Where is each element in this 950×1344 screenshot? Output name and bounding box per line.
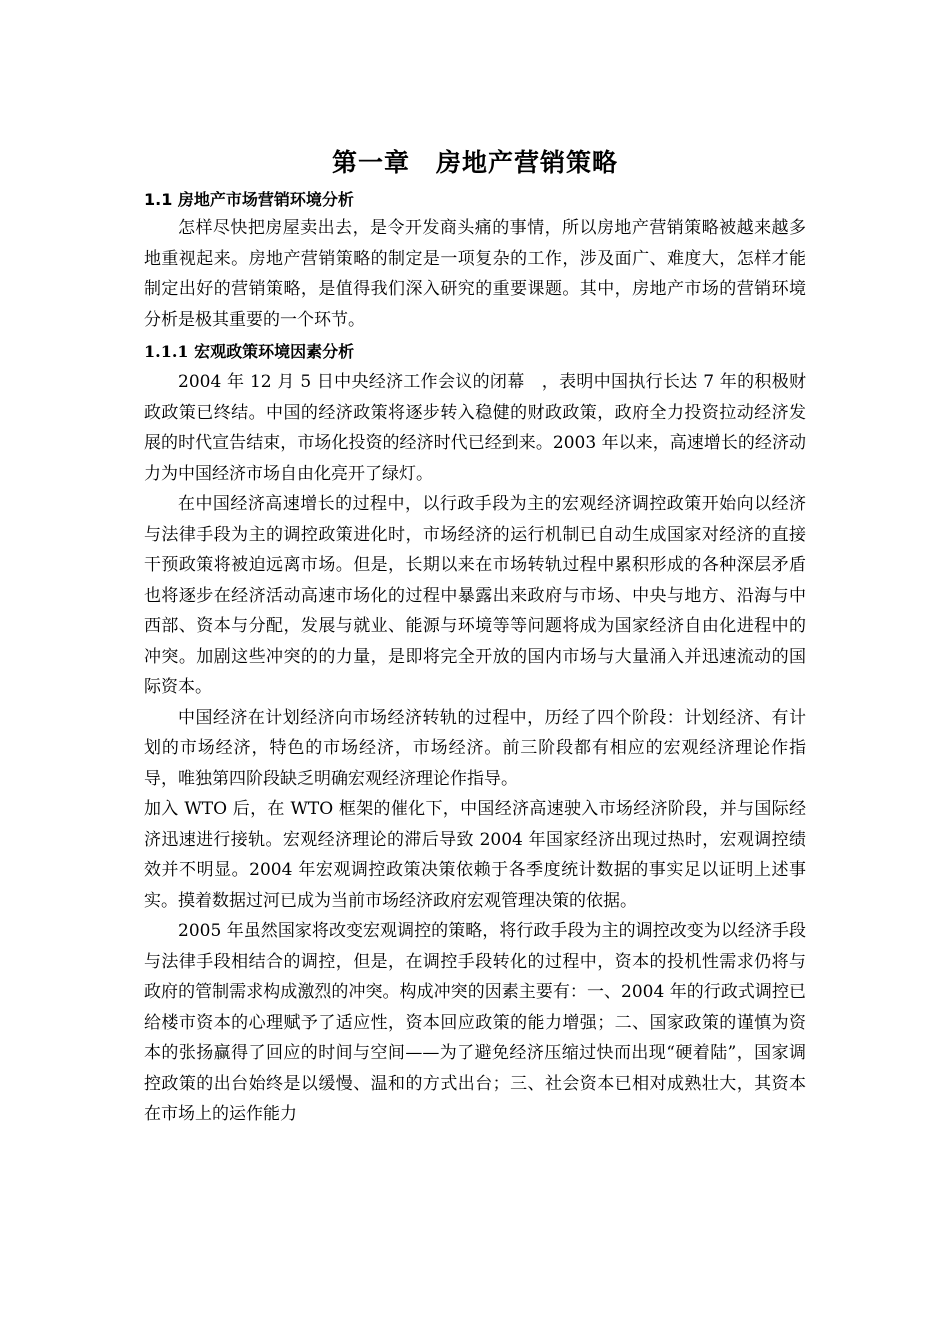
paragraph: 加入 WTO 后，在 WTO 框架的催化下，中国经济高速驶入市场经济阶段，并与国际经济迅速进行接轨。宏观经济理论的滞后导致 2004 年国家经济出现过热时，宏观调控绩效并不明显。2004 年宏观调控政策决策依赖于各季度统计数据的事实足以证明上述事实。摸着数据过河已成为当前市场经济政府宏观管理决策的依据。 <box>144 799 806 911</box>
section-heading-1-1-1: 1.1.1 宏观政策环境因素分析 <box>144 342 355 361</box>
document-page <box>144 145 806 1130</box>
paragraph: 在中国经济高速增长的过程中，以行政手段为主的宏观经济调控政策开始向以经济与法律手段为主的调控政策进化时，市场经济的运行机制已自动生成国家对经济的直接干预政策将被迫远离市场。但是，长期以来在市场转轨过程中累积形成的各种深层矛盾也将逐步在经济活动高速市场化的过程中暴露出来政府与市场、中央与地方、沿海与中西部、资本与分配，发展与就业、能源与环境等等问题将成为国家经济自由化进程中的冲突。加剧这些冲突的的力量，是即将完全开放的国内市场与大量涌入并迅速流动的国际资本。 <box>144 494 806 697</box>
section-heading-1-1: 1.1 房地产市场营销环境分析 <box>144 190 354 209</box>
paragraph: 怎样尽快把房屋卖出去，是令开发商头痛的事情，所以房地产营销策略被越来越多地重视起来。房地产营销策略的制定是一项复杂的工作，涉及面广、难度大，怎样才能制定出好的营销策略，是值得我们深入研究的重要课题。其中，房地产市场的营销环境分析是极其重要的一个环节。 <box>144 218 806 330</box>
paragraph: 中国经济在计划经济向市场经济转轨的过程中，历经了四个阶段：计划经济、有计划的市场经济，特色的市场经济，市场经济。前三阶段都有相应的宏观经济理论作指导，唯独第四阶段缺乏明确宏观经济理论作指导。 <box>144 707 806 789</box>
chapter-title: 第一章 房地产营销策略 <box>331 148 618 177</box>
paragraph: 2004 年 12 月 5 日中央经济工作会议的闭幕 ，表明中国执行长达 7 年的积极财政政策已终结。中国的经济政策将逐步转入稳健的财政政策，政府全力投资拉动经济发展的时代宣告结束，市场化投资的经济时代已经到来。2003 年以来，高速增长的经济动力为中国经济市场自由化亮开了绿灯。 <box>144 372 806 484</box>
paragraph: 2005 年虽然国家将改变宏观调控的策略，将行政手段为主的调控改变为以经济手段与法律手段相结合的调控，但是，在调控手段转化的过程中，资本的投机性需求仍将与政府的管制需求构成激烈的冲突。构成冲突的因素主要有：一、2004 年的行政式调控已给楼市资本的心理赋予了适应性，资本回应政策的能力增强；二、国家政策的谨慎为资本的张扬赢得了回应的时间与空间——为了避免经济压缩过快而出现“硬着陆”，国家调控政策的出台始终是以缓慢、温和的方式出台；三、社会资本已相对成熟壮大，其资本在市场上的运作能力 <box>144 921 806 1124</box>
